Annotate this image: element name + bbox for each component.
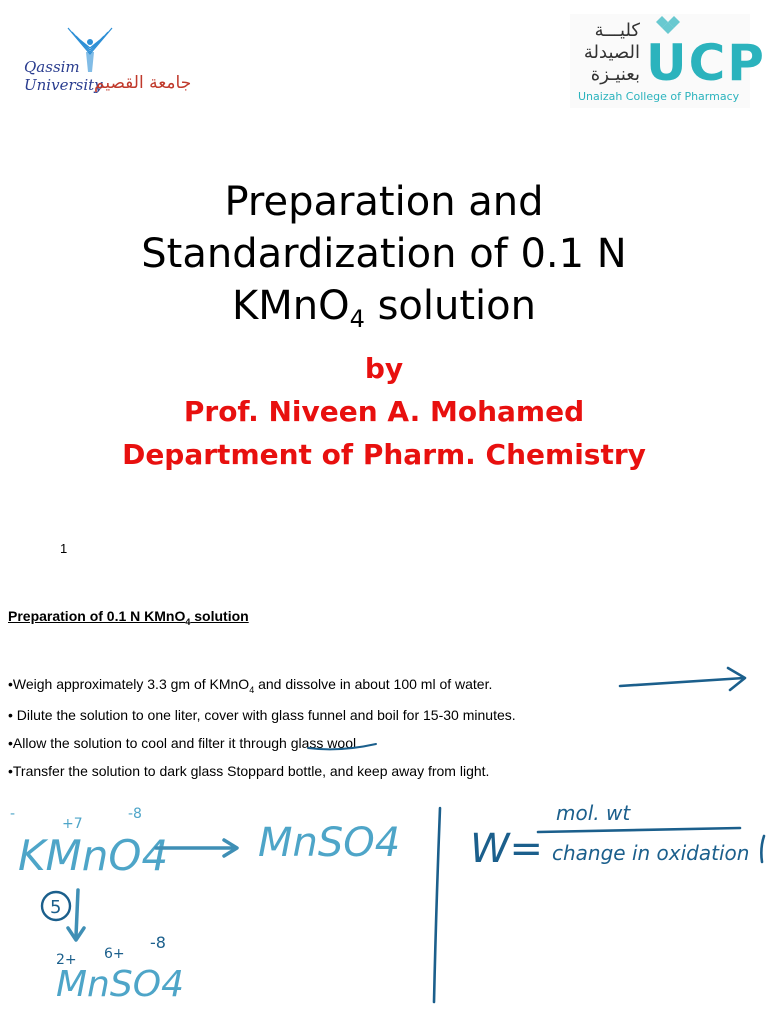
svg-text:كليـــة: كليـــة — [594, 20, 640, 41]
hw-mnso4-bottom: MnSO4 — [56, 964, 184, 1005]
qassim-university-logo — [20, 22, 192, 100]
handwritten-annotations — [0, 640, 768, 1024]
title-line-3: KMnO$_4$ solution — [232, 283, 536, 333]
hw-plus7: +7 — [62, 816, 83, 832]
title-line-1: Preparation and — [224, 179, 544, 225]
slide-title — [0, 176, 768, 332]
bullet-weigh: •Weigh approximately 3.3 gm of KMnO$_4$ and dissolve in about 100 ml of water. — [8, 676, 493, 695]
slide-number: 1 — [60, 541, 68, 556]
hw-minus8: -8 — [128, 806, 142, 822]
arrow-down — [76, 890, 78, 936]
hw-minus8-bottom: -8 — [150, 933, 166, 952]
arrowhead-top-right — [728, 668, 745, 690]
section-heading: Preparation of 0.1 N KMnO$_4$ solution — [8, 608, 249, 627]
hw-mnso4-right: MnSO4 — [258, 820, 401, 866]
svg-text:الصيدلة: الصيدلة — [583, 42, 640, 63]
hw-kmno4: KMnO4 — [18, 831, 169, 880]
department-name: Department of Pharm. Chemistry — [122, 438, 646, 471]
svg-text:جامعة القصيم: جامعة القصيم — [94, 73, 192, 93]
hw-fraction-bar — [538, 828, 740, 832]
ucp-college-logo — [570, 14, 766, 108]
hw-denominator: change in oxidation — [552, 841, 750, 865]
bullet-dilute: • Dilute the solution to one liter, cover with glass funnel and boil for 15-30 minutes. — [8, 707, 516, 723]
bullet-cool-filter: •Allow the solution to cool and filter it through glass wool. — [8, 735, 360, 751]
arrow-top-right — [620, 678, 744, 686]
arrowhead-down — [68, 928, 84, 940]
title-line-2: Standardization of 0.1 N — [141, 231, 627, 277]
hw-ox-left: - — [10, 806, 16, 822]
hw-6plus: 6+ — [104, 946, 125, 962]
svg-text:University: University — [24, 76, 103, 94]
svg-text:بعنيـزة: بعنيـزة — [590, 64, 640, 85]
hw-circle-5 — [42, 892, 70, 920]
author-name: Prof. Niveen A. Mohamed — [183, 395, 585, 428]
hw-divider — [434, 808, 440, 1002]
arrowhead-to-mnso4 — [224, 840, 237, 856]
hw-2plus: 2+ — [56, 952, 77, 968]
svg-text:Qassim: Qassim — [24, 58, 80, 76]
bullet-transfer: •Transfer the solution to dark glass Stoppard bottle, and keep away from light. — [8, 763, 490, 779]
hw-five: 5 — [50, 897, 62, 918]
hw-paren — [761, 836, 764, 862]
by-label: by — [364, 352, 404, 385]
hw-numerator: mol. wt — [556, 801, 631, 825]
svg-text:Unaizah College of Pharmacy: Unaizah College of Pharmacy — [578, 90, 740, 103]
svg-text:UCP: UCP — [646, 34, 766, 92]
hw-w-eq: W= — [470, 826, 544, 872]
